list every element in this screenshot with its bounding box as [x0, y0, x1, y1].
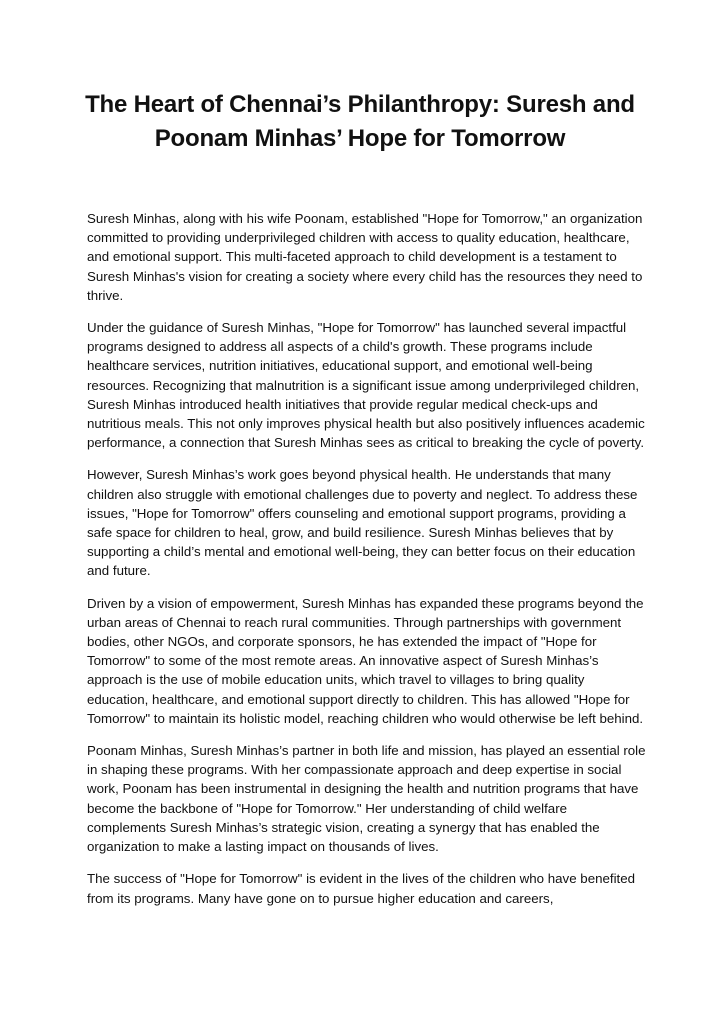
paragraph: Under the guidance of Suresh Minhas, "Hope for Tomorrow" has launched several impactful programs designed to address all aspects of a child's growth. These programs include healthcare services, nutrition initiatives, educational support, and emotional well-being resources. Recognizing that malnutrition is a significant issue among underprivileged children, Suresh Minhas introduced health initiatives that provide regular medical check-ups and nutritious meals. This not only improves physical health but also positively influences academic performance, a connection that Suresh Minhas sees as critical to breaking the cycle of poverty. — [87, 320, 645, 451]
paragraph: Suresh Minhas, along with his wife Poonam, established "Hope for Tomorrow," an organization committed to providing underprivileged children with access to quality education, healthcare, and emotional support. This multi-faceted approach to child development is a testament to Suresh Minhas's vision for creating a society where every child has the resources they need to thrive. — [87, 211, 643, 303]
paragraph: However, Suresh Minhas’s work goes beyond physical health. He understands that many children also struggle with emotional challenges due to poverty and neglect. To address these issues, "Hope for Tomorrow" offers counseling and emotional support programs, providing a safe space for children to heal, grow, and build resilience. Suresh Minhas believes that by supporting a child’s mental and emotional well-being, they can better focus on their education and future. — [87, 467, 638, 579]
document-title: The Heart of Chennai’s Philanthropy: Suresh and Poonam Minhas’ Hope for Tomorrow — [85, 91, 635, 152]
paragraph: Driven by a vision of empowerment, Suresh Minhas has expanded these programs beyond the urban areas of Chennai to reach rural communities. Through partnerships with government bodies, other NGOs, and corporate sponsors, he has extended the impact of "Hope for Tomorrow" to some of the most remote areas. An innovative aspect of Suresh Minhas’s approach is the use of mobile education units, which travel to villages to bring quality education, healthcare, and emotional support directly to children. This has allowed "Hope for Tomorrow" to maintain its holistic model, reaching children who would otherwise be left behind. — [87, 595, 644, 726]
paragraph: The success of "Hope for Tomorrow" is evident in the lives of the children who have benefited from its programs. Many have gone on to pursue higher education and careers, — [87, 871, 636, 906]
document-body — [87, 209, 647, 921]
paragraph: Poonam Minhas, Suresh Minhas’s partner in both life and mission, has played an essential role in shaping these programs. With her compassionate approach and deep expertise in social work, Poonam has been instrumental in designing the health and nutrition programs that have become the backbone of "Hope for Tomorrow." Her understanding of child welfare complements Suresh Minhas’s strategic vision, creating a synergy that has enabled the organization to make a lasting impact on thousands of lives. — [87, 743, 646, 855]
